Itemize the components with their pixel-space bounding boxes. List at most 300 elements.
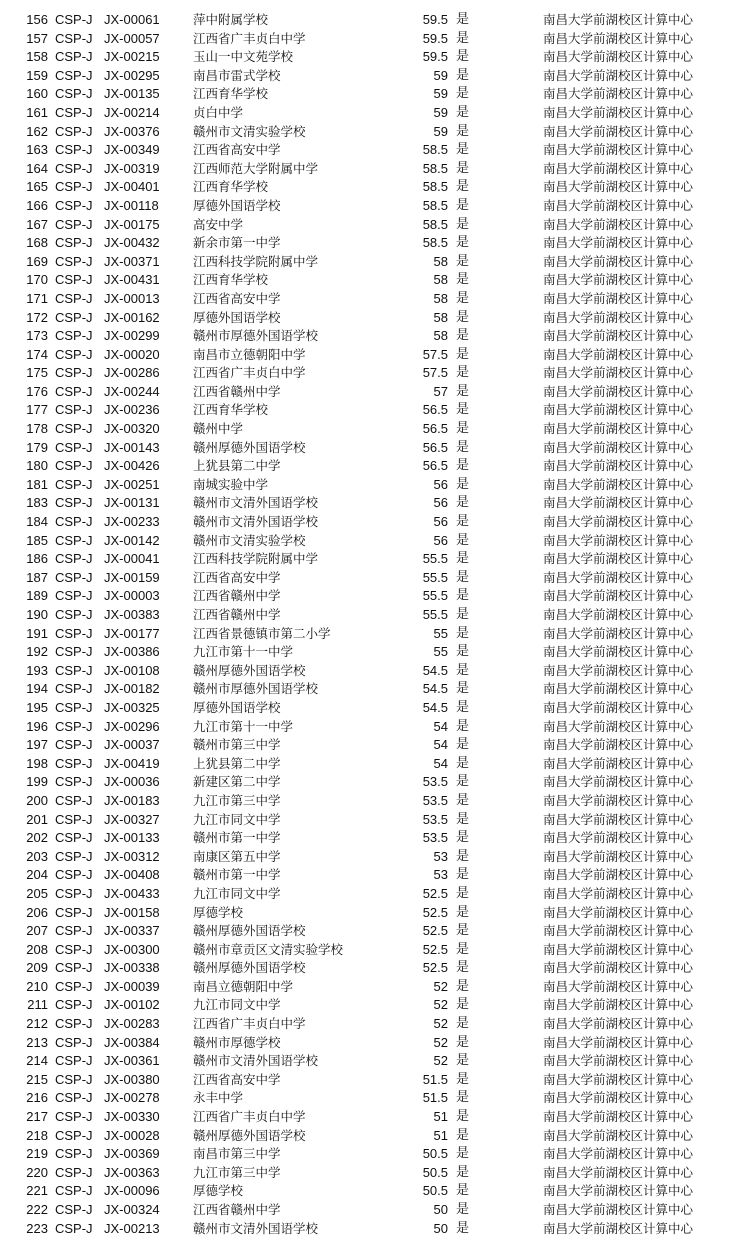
school-cell: 南昌市立德朝阳中学 bbox=[193, 346, 306, 362]
rank-cell: 209 bbox=[26, 960, 48, 976]
pass-status-cell: 是 bbox=[456, 662, 470, 678]
table-row bbox=[0, 85, 741, 104]
table-row bbox=[0, 885, 741, 904]
table-row bbox=[0, 978, 741, 997]
rank-cell: 172 bbox=[26, 309, 48, 325]
pass-status-cell: 是 bbox=[456, 848, 470, 864]
pass-status-cell: 是 bbox=[456, 569, 470, 585]
candidate-id-cell: JX-00041 bbox=[104, 551, 160, 567]
candidate-id-cell: JX-00236 bbox=[104, 402, 160, 418]
score-cell: 58 bbox=[433, 253, 448, 269]
school-cell: 新建区第二中学 bbox=[193, 774, 281, 790]
rank-cell: 217 bbox=[26, 1109, 48, 1125]
pass-status-cell: 是 bbox=[456, 923, 470, 939]
score-cell: 58 bbox=[433, 272, 448, 288]
venue-cell: 南昌大学前湖校区计算中心 bbox=[543, 662, 694, 678]
score-cell: 53 bbox=[433, 848, 448, 864]
venue-cell: 南昌大学前湖校区计算中心 bbox=[543, 941, 694, 957]
venue-cell: 南昌大学前湖校区计算中心 bbox=[543, 67, 694, 83]
score-cell: 58.5 bbox=[422, 179, 448, 195]
venue-cell: 南昌大学前湖校区计算中心 bbox=[543, 383, 694, 399]
score-cell: 58.5 bbox=[422, 197, 448, 213]
venue-cell: 南昌大学前湖校区计算中心 bbox=[543, 495, 694, 511]
category-cell: CSP-J bbox=[55, 1016, 93, 1032]
pass-status-cell: 是 bbox=[456, 476, 470, 492]
school-cell: 九江市第三中学 bbox=[193, 792, 281, 808]
table-row bbox=[0, 1071, 741, 1090]
table-row bbox=[0, 662, 741, 681]
category-cell: CSP-J bbox=[55, 569, 93, 585]
rank-cell: 174 bbox=[26, 346, 48, 362]
score-cell: 56.5 bbox=[422, 421, 448, 437]
table-row bbox=[0, 718, 741, 737]
rank-cell: 161 bbox=[26, 104, 48, 120]
school-cell: 赣州市第三中学 bbox=[193, 737, 281, 753]
score-cell: 55 bbox=[433, 644, 448, 660]
table-row bbox=[0, 1182, 741, 1201]
school-cell: 九江市第十一中学 bbox=[193, 718, 294, 734]
candidate-id-cell: JX-00162 bbox=[104, 309, 160, 325]
venue-cell: 南昌大学前湖校区计算中心 bbox=[543, 476, 694, 492]
rank-cell: 186 bbox=[26, 551, 48, 567]
pass-status-cell: 是 bbox=[456, 588, 470, 604]
score-cell: 56.5 bbox=[422, 458, 448, 474]
score-cell: 54 bbox=[433, 718, 448, 734]
table-row bbox=[0, 922, 741, 941]
pass-status-cell: 是 bbox=[456, 699, 470, 715]
rank-cell: 159 bbox=[26, 67, 48, 83]
score-cell: 59 bbox=[433, 123, 448, 139]
school-cell: 赣州市文清实验学校 bbox=[193, 123, 306, 139]
rank-cell: 196 bbox=[26, 718, 48, 734]
school-cell: 江西育华学校 bbox=[193, 402, 269, 418]
category-cell: CSP-J bbox=[55, 774, 93, 790]
pass-status-cell: 是 bbox=[456, 904, 470, 920]
score-cell: 50.5 bbox=[422, 1164, 448, 1180]
venue-cell: 南昌大学前湖校区计算中心 bbox=[543, 1146, 694, 1162]
category-cell: CSP-J bbox=[55, 625, 93, 641]
candidate-id-cell: JX-00337 bbox=[104, 923, 160, 939]
candidate-id-cell: JX-00401 bbox=[104, 179, 160, 195]
score-cell: 53.5 bbox=[422, 811, 448, 827]
candidate-id-cell: JX-00431 bbox=[104, 272, 160, 288]
venue-cell: 南昌大学前湖校区计算中心 bbox=[543, 421, 694, 437]
category-cell: CSP-J bbox=[55, 867, 93, 883]
rank-cell: 208 bbox=[26, 941, 48, 957]
category-cell: CSP-J bbox=[55, 197, 93, 213]
pass-status-cell: 是 bbox=[456, 86, 470, 102]
venue-cell: 南昌大学前湖校区计算中心 bbox=[543, 792, 694, 808]
school-cell: 厚德外国语学校 bbox=[193, 197, 281, 213]
pass-status-cell: 是 bbox=[456, 960, 470, 976]
rank-cell: 189 bbox=[26, 588, 48, 604]
category-cell: CSP-J bbox=[55, 588, 93, 604]
rank-cell: 185 bbox=[26, 532, 48, 548]
pass-status-cell: 是 bbox=[456, 644, 470, 660]
pass-status-cell: 是 bbox=[456, 774, 470, 790]
table-row bbox=[0, 1052, 741, 1071]
pass-status-cell: 是 bbox=[456, 1202, 470, 1217]
venue-cell: 南昌大学前湖校区计算中心 bbox=[543, 569, 694, 585]
pass-status-cell: 是 bbox=[456, 216, 470, 232]
category-cell: CSP-J bbox=[55, 885, 93, 901]
rank-cell: 173 bbox=[26, 328, 48, 344]
table-row bbox=[0, 736, 741, 755]
candidate-id-cell: JX-00013 bbox=[104, 290, 160, 306]
category-cell: CSP-J bbox=[55, 737, 93, 753]
category-cell: CSP-J bbox=[55, 532, 93, 548]
venue-cell: 南昌大学前湖校区计算中心 bbox=[543, 160, 694, 176]
candidate-id-cell: JX-00039 bbox=[104, 978, 160, 994]
category-cell: CSP-J bbox=[55, 792, 93, 808]
candidate-id-cell: JX-00386 bbox=[104, 644, 160, 660]
table-row bbox=[0, 290, 741, 309]
score-cell: 51 bbox=[433, 1109, 448, 1125]
venue-cell: 南昌大学前湖校区计算中心 bbox=[543, 588, 694, 604]
score-cell: 55.5 bbox=[422, 551, 448, 567]
score-cell: 52.5 bbox=[422, 960, 448, 976]
category-cell: CSP-J bbox=[55, 514, 93, 530]
rank-cell: 167 bbox=[26, 216, 48, 232]
venue-cell: 南昌大学前湖校区计算中心 bbox=[543, 1071, 694, 1087]
pass-status-cell: 是 bbox=[456, 365, 470, 381]
rank-cell: 212 bbox=[26, 1016, 48, 1032]
rank-cell: 201 bbox=[26, 811, 48, 827]
pass-status-cell: 是 bbox=[456, 495, 470, 511]
school-cell: 江西省景德镇市第二小学 bbox=[193, 625, 331, 641]
category-cell: CSP-J bbox=[55, 495, 93, 511]
pass-status-cell: 是 bbox=[456, 160, 470, 176]
category-cell: CSP-J bbox=[55, 1127, 93, 1143]
venue-cell: 南昌大学前湖校区计算中心 bbox=[543, 978, 694, 994]
pass-status-cell: 是 bbox=[456, 421, 470, 437]
score-cell: 51 bbox=[433, 1127, 448, 1143]
candidate-id-cell: JX-00300 bbox=[104, 941, 160, 957]
category-cell: CSP-J bbox=[55, 383, 93, 399]
candidate-id-cell: JX-00036 bbox=[104, 774, 160, 790]
rank-cell: 194 bbox=[26, 681, 48, 697]
candidate-id-cell: JX-00108 bbox=[104, 662, 160, 678]
category-cell: CSP-J bbox=[55, 476, 93, 492]
venue-cell: 南昌大学前湖校区计算中心 bbox=[543, 235, 694, 251]
score-cell: 58.5 bbox=[422, 160, 448, 176]
school-cell: 江西省广丰贞白中学 bbox=[193, 365, 306, 381]
category-cell: CSP-J bbox=[55, 997, 93, 1013]
school-cell: 厚德学校 bbox=[193, 1183, 244, 1199]
venue-cell: 南昌大学前湖校区计算中心 bbox=[543, 142, 694, 158]
rank-cell: 214 bbox=[26, 1053, 48, 1069]
candidate-id-cell: JX-00102 bbox=[104, 997, 160, 1013]
rank-cell: 158 bbox=[26, 49, 48, 65]
category-cell: CSP-J bbox=[55, 923, 93, 939]
candidate-id-cell: JX-00327 bbox=[104, 811, 160, 827]
table-row bbox=[0, 67, 741, 86]
table-row bbox=[0, 346, 741, 365]
pass-status-cell: 是 bbox=[456, 718, 470, 734]
rank-cell: 163 bbox=[26, 142, 48, 158]
category-cell: CSP-J bbox=[55, 941, 93, 957]
pass-status-cell: 是 bbox=[456, 811, 470, 827]
rank-cell: 162 bbox=[26, 123, 48, 139]
school-cell: 江西省高安中学 bbox=[193, 290, 281, 306]
school-cell: 九江市同文中学 bbox=[193, 997, 281, 1013]
venue-cell: 南昌大学前湖校区计算中心 bbox=[543, 1090, 694, 1106]
school-cell: 江西省广丰贞白中学 bbox=[193, 30, 306, 46]
candidate-id-cell: JX-00214 bbox=[104, 104, 160, 120]
score-cell: 50 bbox=[433, 1220, 448, 1236]
category-cell: CSP-J bbox=[55, 12, 93, 27]
candidate-id-cell: JX-00133 bbox=[104, 830, 160, 846]
pass-status-cell: 是 bbox=[456, 458, 470, 474]
category-cell: CSP-J bbox=[55, 699, 93, 715]
pass-status-cell: 是 bbox=[456, 104, 470, 120]
category-cell: CSP-J bbox=[55, 904, 93, 920]
rank-cell: 202 bbox=[26, 830, 48, 846]
school-cell: 南康区第五中学 bbox=[193, 848, 281, 864]
rank-cell: 197 bbox=[26, 737, 48, 753]
venue-cell: 南昌大学前湖校区计算中心 bbox=[543, 997, 694, 1013]
school-cell: 厚德外国语学校 bbox=[193, 309, 281, 325]
category-cell: CSP-J bbox=[55, 644, 93, 660]
rank-cell: 206 bbox=[26, 904, 48, 920]
category-cell: CSP-J bbox=[55, 1220, 93, 1236]
candidate-id-cell: JX-00299 bbox=[104, 328, 160, 344]
venue-cell: 南昌大学前湖校区计算中心 bbox=[543, 346, 694, 362]
candidate-id-cell: JX-00135 bbox=[104, 86, 160, 102]
pass-status-cell: 是 bbox=[456, 532, 470, 548]
table-row bbox=[0, 550, 741, 569]
rank-cell: 166 bbox=[26, 197, 48, 213]
school-cell: 江西科技学院附属中学 bbox=[193, 551, 319, 567]
candidate-id-cell: JX-00338 bbox=[104, 960, 160, 976]
category-cell: CSP-J bbox=[55, 328, 93, 344]
score-cell: 55.5 bbox=[422, 569, 448, 585]
venue-cell: 南昌大学前湖校区计算中心 bbox=[543, 1034, 694, 1050]
category-cell: CSP-J bbox=[55, 960, 93, 976]
venue-cell: 南昌大学前湖校区计算中心 bbox=[543, 458, 694, 474]
pass-status-cell: 是 bbox=[456, 1183, 470, 1199]
candidate-id-cell: JX-00283 bbox=[104, 1016, 160, 1032]
category-cell: CSP-J bbox=[55, 811, 93, 827]
school-cell: 江西省赣州中学 bbox=[193, 383, 281, 399]
rank-cell: 199 bbox=[26, 774, 48, 790]
candidate-id-cell: JX-00215 bbox=[104, 49, 160, 65]
candidate-id-cell: JX-00320 bbox=[104, 421, 160, 437]
table-row bbox=[0, 253, 741, 272]
school-cell: 赣州中学 bbox=[193, 421, 244, 437]
score-cell: 59 bbox=[433, 104, 448, 120]
pass-status-cell: 是 bbox=[456, 67, 470, 83]
rank-cell: 216 bbox=[26, 1090, 48, 1106]
score-cell: 58 bbox=[433, 290, 448, 306]
school-cell: 赣州市文清外国语学校 bbox=[193, 495, 319, 511]
category-cell: CSP-J bbox=[55, 978, 93, 994]
table-row bbox=[0, 1201, 741, 1220]
score-cell: 58.5 bbox=[422, 235, 448, 251]
pass-status-cell: 是 bbox=[456, 607, 470, 622]
school-cell: 赣州厚德外国语学校 bbox=[193, 1127, 306, 1143]
rank-cell: 220 bbox=[26, 1164, 48, 1180]
pass-status-cell: 是 bbox=[456, 123, 470, 139]
candidate-id-cell: JX-00183 bbox=[104, 792, 160, 808]
category-cell: CSP-J bbox=[55, 1071, 93, 1087]
table-row bbox=[0, 699, 741, 718]
category-cell: CSP-J bbox=[55, 142, 93, 158]
pass-status-cell: 是 bbox=[456, 792, 470, 808]
score-cell: 51.5 bbox=[422, 1090, 448, 1106]
school-cell: 江西育华学校 bbox=[193, 272, 269, 288]
candidate-id-cell: JX-00363 bbox=[104, 1164, 160, 1180]
category-cell: CSP-J bbox=[55, 1090, 93, 1106]
rank-cell: 222 bbox=[26, 1202, 48, 1217]
pass-status-cell: 是 bbox=[456, 978, 470, 994]
category-cell: CSP-J bbox=[55, 1146, 93, 1162]
table-row bbox=[0, 494, 741, 513]
pass-status-cell: 是 bbox=[456, 551, 470, 567]
score-cell: 52 bbox=[433, 1016, 448, 1032]
venue-cell: 南昌大学前湖校区计算中心 bbox=[543, 755, 694, 771]
school-cell: 赣州市厚德外国语学校 bbox=[193, 328, 319, 344]
category-cell: CSP-J bbox=[55, 755, 93, 771]
rank-cell: 207 bbox=[26, 923, 48, 939]
score-cell: 52 bbox=[433, 1034, 448, 1050]
table-row bbox=[0, 755, 741, 774]
rank-cell: 219 bbox=[26, 1146, 48, 1162]
table-row bbox=[0, 1164, 741, 1183]
rank-cell: 213 bbox=[26, 1034, 48, 1050]
pass-status-cell: 是 bbox=[456, 755, 470, 771]
candidate-id-cell: JX-00037 bbox=[104, 737, 160, 753]
pass-status-cell: 是 bbox=[456, 737, 470, 753]
candidate-id-cell: JX-00251 bbox=[104, 476, 160, 492]
venue-cell: 南昌大学前湖校区计算中心 bbox=[543, 848, 694, 864]
category-cell: CSP-J bbox=[55, 235, 93, 251]
rank-cell: 170 bbox=[26, 272, 48, 288]
school-cell: 江西科技学院附属中学 bbox=[193, 253, 319, 269]
candidate-id-cell: JX-00408 bbox=[104, 867, 160, 883]
score-cell: 51.5 bbox=[422, 1071, 448, 1087]
candidate-id-cell: JX-00096 bbox=[104, 1183, 160, 1199]
school-cell: 厚德学校 bbox=[193, 904, 244, 920]
pass-status-cell: 是 bbox=[456, 681, 470, 697]
candidate-id-cell: JX-00369 bbox=[104, 1146, 160, 1162]
venue-cell: 南昌大学前湖校区计算中心 bbox=[543, 1202, 694, 1217]
venue-cell: 南昌大学前湖校区计算中心 bbox=[543, 532, 694, 548]
venue-cell: 南昌大学前湖校区计算中心 bbox=[543, 718, 694, 734]
pass-status-cell: 是 bbox=[456, 514, 470, 530]
rank-cell: 191 bbox=[26, 625, 48, 641]
school-cell: 江西师范大学附属中学 bbox=[193, 160, 319, 176]
category-cell: CSP-J bbox=[55, 216, 93, 232]
candidate-id-cell: JX-00324 bbox=[104, 1202, 160, 1217]
score-cell: 54 bbox=[433, 755, 448, 771]
candidate-id-cell: JX-00330 bbox=[104, 1109, 160, 1125]
category-cell: CSP-J bbox=[55, 30, 93, 46]
school-cell: 九江市第三中学 bbox=[193, 1164, 281, 1180]
pass-status-cell: 是 bbox=[456, 885, 470, 901]
table-row bbox=[0, 829, 741, 848]
venue-cell: 南昌大学前湖校区计算中心 bbox=[543, 1220, 694, 1236]
score-cell: 57.5 bbox=[422, 365, 448, 381]
school-cell: 贞白中学 bbox=[193, 104, 244, 120]
pass-status-cell: 是 bbox=[456, 1146, 470, 1162]
pass-status-cell: 是 bbox=[456, 997, 470, 1013]
table-row bbox=[0, 439, 741, 458]
results-table bbox=[0, 11, 741, 1238]
venue-cell: 南昌大学前湖校区计算中心 bbox=[543, 12, 694, 27]
pass-status-cell: 是 bbox=[456, 235, 470, 251]
table-row bbox=[0, 792, 741, 811]
venue-cell: 南昌大学前湖校区计算中心 bbox=[543, 514, 694, 530]
category-cell: CSP-J bbox=[55, 67, 93, 83]
pass-status-cell: 是 bbox=[456, 309, 470, 325]
school-cell: 江西省赣州中学 bbox=[193, 607, 281, 622]
table-row bbox=[0, 420, 741, 439]
category-cell: CSP-J bbox=[55, 365, 93, 381]
score-cell: 52 bbox=[433, 1053, 448, 1069]
pass-status-cell: 是 bbox=[456, 383, 470, 399]
table-row bbox=[0, 327, 741, 346]
table-row bbox=[0, 11, 741, 30]
score-cell: 58.5 bbox=[422, 142, 448, 158]
pass-status-cell: 是 bbox=[456, 272, 470, 288]
rank-cell: 193 bbox=[26, 662, 48, 678]
school-cell: 江西省广丰贞白中学 bbox=[193, 1109, 306, 1125]
rank-cell: 215 bbox=[26, 1071, 48, 1087]
rank-cell: 187 bbox=[26, 569, 48, 585]
table-row bbox=[0, 197, 741, 216]
venue-cell: 南昌大学前湖校区计算中心 bbox=[543, 830, 694, 846]
rank-cell: 164 bbox=[26, 160, 48, 176]
category-cell: CSP-J bbox=[55, 1183, 93, 1199]
category-cell: CSP-J bbox=[55, 86, 93, 102]
pass-status-cell: 是 bbox=[456, 1053, 470, 1069]
category-cell: CSP-J bbox=[55, 179, 93, 195]
rank-cell: 181 bbox=[26, 476, 48, 492]
category-cell: CSP-J bbox=[55, 309, 93, 325]
table-row bbox=[0, 513, 741, 532]
score-cell: 59.5 bbox=[422, 30, 448, 46]
pass-status-cell: 是 bbox=[456, 625, 470, 641]
score-cell: 52.5 bbox=[422, 904, 448, 920]
venue-cell: 南昌大学前湖校区计算中心 bbox=[543, 737, 694, 753]
candidate-id-cell: JX-00286 bbox=[104, 365, 160, 381]
school-cell: 赣州市厚德外国语学校 bbox=[193, 681, 319, 697]
table-row bbox=[0, 216, 741, 235]
venue-cell: 南昌大学前湖校区计算中心 bbox=[543, 272, 694, 288]
table-row bbox=[0, 606, 741, 625]
score-cell: 50.5 bbox=[422, 1183, 448, 1199]
rank-cell: 178 bbox=[26, 421, 48, 437]
school-cell: 永丰中学 bbox=[193, 1090, 244, 1106]
school-cell: 上犹县第二中学 bbox=[193, 755, 281, 771]
school-cell: 江西育华学校 bbox=[193, 179, 269, 195]
pass-status-cell: 是 bbox=[456, 142, 470, 158]
candidate-id-cell: JX-00061 bbox=[104, 12, 160, 27]
school-cell: 赣州厚德外国语学校 bbox=[193, 662, 306, 678]
candidate-id-cell: JX-00244 bbox=[104, 383, 160, 399]
candidate-id-cell: JX-00233 bbox=[104, 514, 160, 530]
candidate-id-cell: JX-00131 bbox=[104, 495, 160, 511]
pass-status-cell: 是 bbox=[456, 1220, 470, 1236]
candidate-id-cell: JX-00213 bbox=[104, 1220, 160, 1236]
venue-cell: 南昌大学前湖校区计算中心 bbox=[543, 1016, 694, 1032]
category-cell: CSP-J bbox=[55, 830, 93, 846]
candidate-id-cell: JX-00296 bbox=[104, 718, 160, 734]
category-cell: CSP-J bbox=[55, 123, 93, 139]
venue-cell: 南昌大学前湖校区计算中心 bbox=[543, 197, 694, 213]
category-cell: CSP-J bbox=[55, 49, 93, 65]
